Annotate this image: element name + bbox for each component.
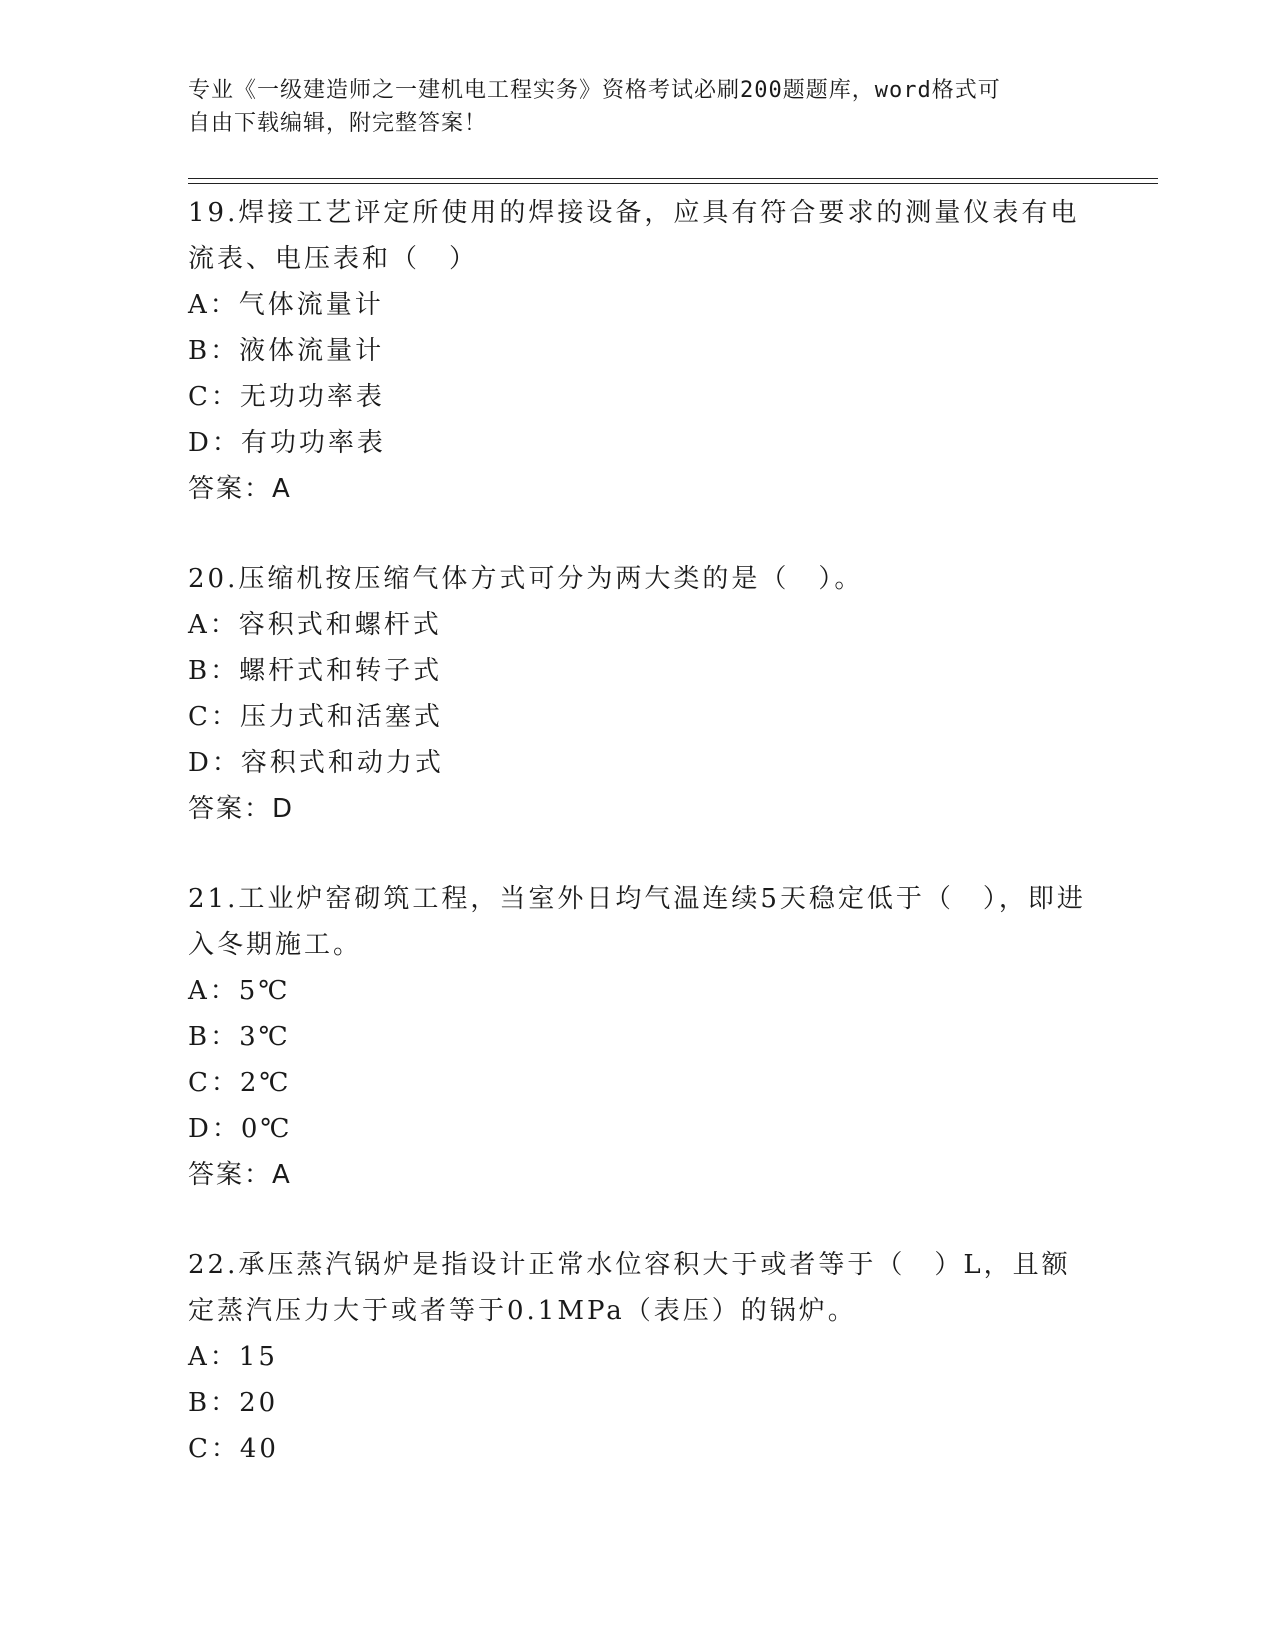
header-line-1: 专业《一级建造师之一建机电工程实务》资格考试必刷200题题库，word格式可 xyxy=(188,78,1001,103)
option-a: A：5℃ xyxy=(188,976,291,1006)
option-b: B：液体流量计 xyxy=(188,336,385,366)
question-stem: 22.承压蒸汽锅炉是指设计正常水位容积大于或者等于（ ）L，且额定蒸汽压力大于或者等于0.1MPa（表压）的锅炉。 xyxy=(188,1250,1071,1326)
option-d: D：有功功率表 xyxy=(188,428,386,458)
option-b: B：20 xyxy=(188,1388,279,1418)
answer: 答案：D xyxy=(188,794,295,824)
header-divider-bottom xyxy=(188,183,1158,184)
question-21 xyxy=(188,876,1088,1198)
question-22 xyxy=(188,1242,1088,1472)
question-19 xyxy=(188,190,1088,512)
document-header xyxy=(188,74,1068,140)
question-stem: 21.工业炉窑砌筑工程，当室外日均气温连续5天稳定低于（ ），即进入冬期施工。 xyxy=(188,884,1086,960)
option-b: B：3℃ xyxy=(188,1022,291,1052)
answer: 答案：A xyxy=(188,474,292,504)
option-c: C：无功功率表 xyxy=(188,382,385,412)
option-d: D：容积式和动力式 xyxy=(188,748,444,778)
option-c: C：40 xyxy=(188,1434,279,1464)
header-divider-top xyxy=(188,178,1158,179)
answer: 答案：A xyxy=(188,1160,292,1190)
option-c: C：压力式和活塞式 xyxy=(188,702,443,732)
option-a: A：容积式和螺杆式 xyxy=(188,610,442,640)
question-list xyxy=(188,190,1088,1516)
header-line-2: 自由下载编辑，附完整答案！ xyxy=(188,111,488,136)
option-b: B：螺杆式和转子式 xyxy=(188,656,443,686)
option-c: C：2℃ xyxy=(188,1068,292,1098)
option-d: D：0℃ xyxy=(188,1114,293,1144)
question-stem: 20.压缩机按压缩气体方式可分为两大类的是（ ）。 xyxy=(188,564,864,594)
question-20 xyxy=(188,556,1088,832)
option-a: A：15 xyxy=(188,1342,278,1372)
question-stem: 19.焊接工艺评定所使用的焊接设备，应具有符合要求的测量仪表有电流表、电压表和（ ） xyxy=(188,198,1080,274)
option-a: A：气体流量计 xyxy=(188,290,384,320)
